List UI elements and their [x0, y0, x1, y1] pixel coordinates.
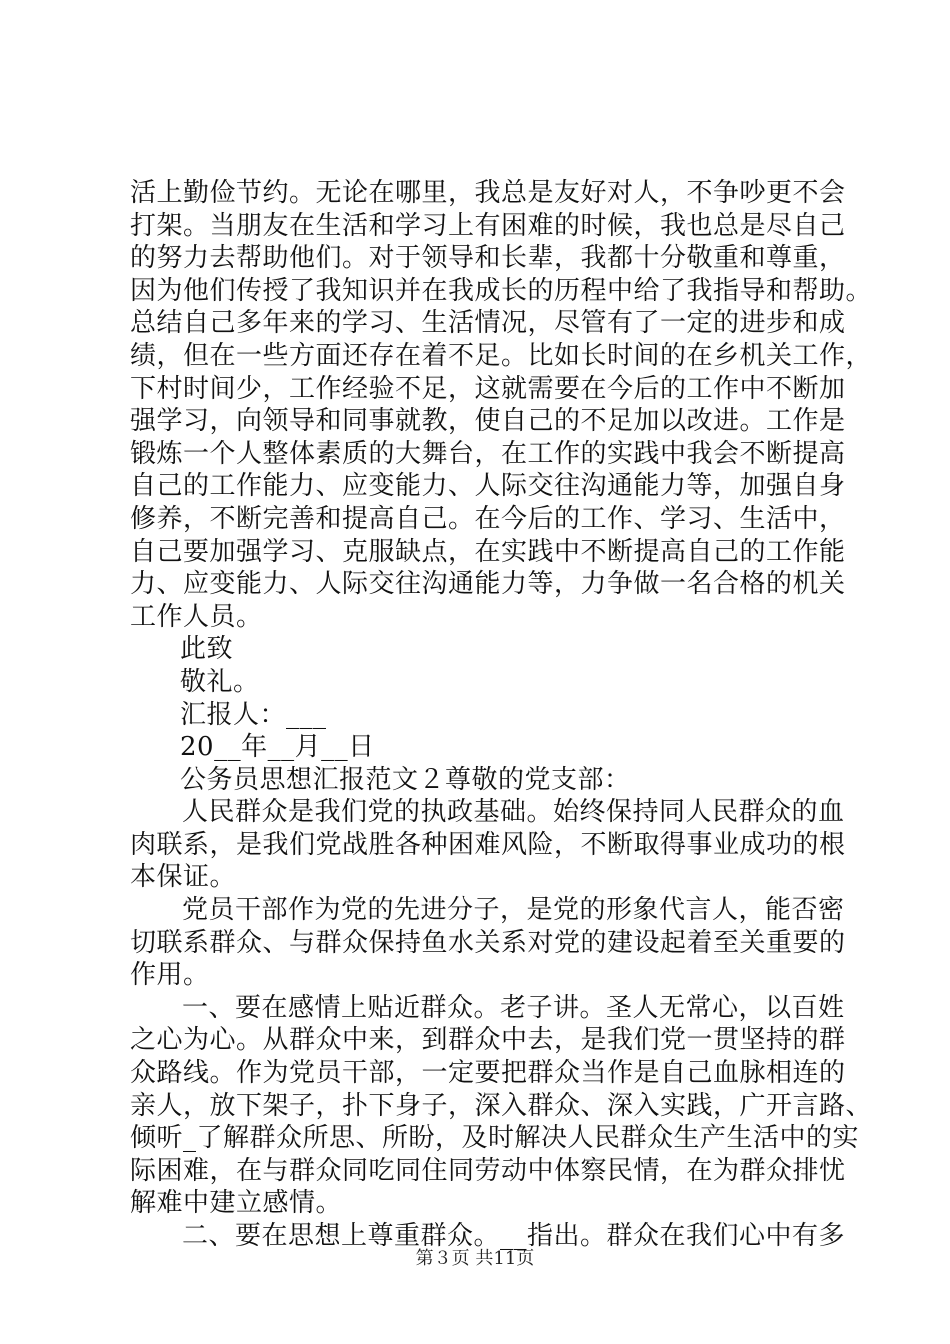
text-line: 因为他们传授了我知识并在我成长的历程中给了我指导和帮助。: [130, 275, 873, 306]
text-line: 作用。: [130, 960, 210, 991]
document-body: [130, 177, 873, 1253]
text-line: 众路线。作为党员干部，一定要把群众当作是自己血脉相连的: [130, 1058, 846, 1089]
text-line: 的努力去帮助他们。对于领导和长辈，我都十分敬重和尊重，: [130, 243, 846, 274]
text-line: 切联系群众、与群众保持鱼水关系对党的建设起着至关重要的: [130, 927, 846, 958]
text-line: 人民群众是我们党的执政基础。始终保持同人民群众的血: [182, 797, 845, 828]
text-line: 绩，但在一些方面还存在着不足。比如长时间的在乡机关工作，: [130, 340, 873, 371]
text-line: 际困难，在与群众同吃同住同劳动中体察民情，在为群众排忧: [130, 1155, 846, 1186]
text-line: 亲人，放下架子，扑下身子，深入群众、深入实践，广开言路、: [130, 1090, 873, 1121]
text-line: 强学习，向领导和同事就教，使自己的不足加以改进。工作是: [130, 406, 846, 437]
text-line: 倾听_了解群众所思、所盼，及时解决人民群众生产生活中的实: [130, 1123, 860, 1154]
text-line: 力、应变能力、人际交往沟通能力等，力争做一名合格的机关: [130, 569, 846, 600]
text-line: 工作人员。: [130, 601, 263, 632]
reporter-signature: 汇报人：___: [180, 699, 327, 730]
page-number: 第３页 共11页: [415, 1248, 535, 1269]
closing-regards: 敬礼。: [180, 666, 260, 697]
text-line: 一、要在感情上贴近群众。老子讲。圣人无常心，以百姓: [182, 992, 845, 1023]
text-line: 修养，不断完善和提高自己。在今后的工作、学习、生活中，: [130, 503, 846, 534]
text-line: 解难中建立感情。: [130, 1188, 343, 1219]
text-line: 之心为心。从群众中来，到群众中去，是我们党一贯坚持的群: [130, 1025, 846, 1056]
text-line: 肉联系，是我们党战胜各种困难风险，不断取得事业成功的根: [130, 829, 846, 860]
text-line: 活上勤俭节约。无论在哪里，我总是友好对人，不争吵更不会: [130, 178, 846, 208]
text-line: 自己要加强学习、克服缺点，在实践中不断提高自己的工作能: [130, 536, 846, 567]
text-line: 锻炼一个人整体素质的大舞台，在工作的实践中我会不断提高: [130, 438, 846, 469]
text-line: 本保证。: [130, 862, 237, 893]
text-line: 党员干部作为党的先进分子，是党的形象代言人，能否密: [182, 895, 845, 926]
text-line: 总结自己多年来的学习、生活情况，尽管有了一定的进步和成: [130, 308, 846, 339]
closing-salutation: 此致: [180, 634, 234, 665]
text-line: 打架。当朋友在生活和学习上有困难的时候，我也总是尽自己: [130, 210, 846, 241]
report-date: 20__年__月__日: [180, 732, 375, 763]
text-line: 二、要在思想上尊重群众。__指出。群众在我们心中有多: [182, 1221, 846, 1251]
text-line: 自己的工作能力、应变能力、人际交往沟通能力等，加强自身: [130, 471, 846, 502]
section-heading: 公务员思想汇报范文２尊敬的党支部：: [180, 764, 631, 795]
text-line: 下村时间少，工作经验不足，这就需要在今后的工作中不断加: [130, 373, 846, 404]
